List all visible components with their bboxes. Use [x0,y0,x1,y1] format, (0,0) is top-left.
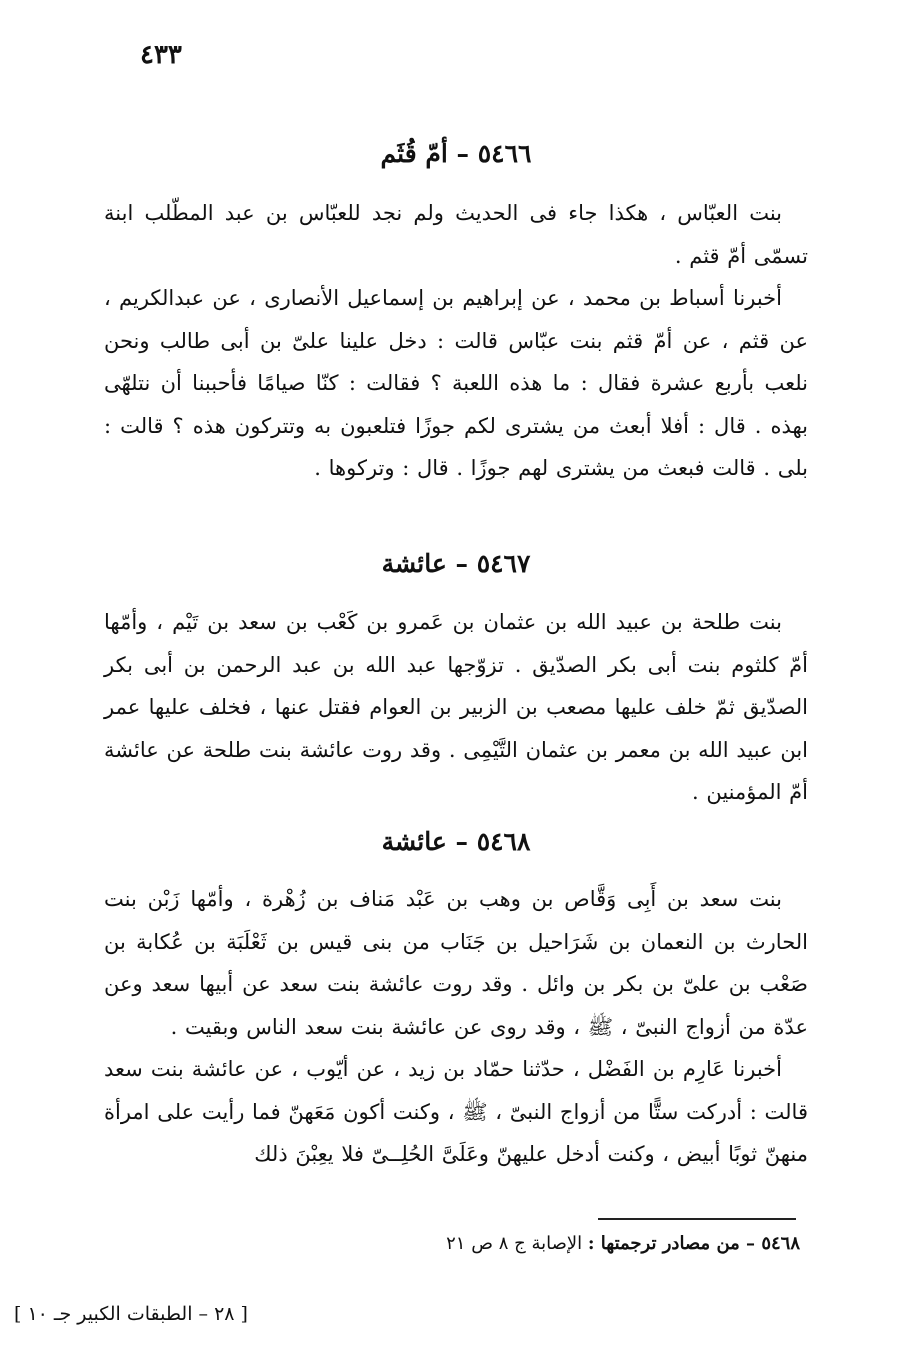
footnote-label: ٥٤٦٨ – من مصادر ترجمتها : [587,1233,800,1254]
entry-body-5468 [104,878,808,1176]
page-number: ٤٣٣ [140,40,182,70]
entry-heading-5468: ٥٤٦٨ – عائشة [381,827,531,856]
entry-paragraph: بنت العبّاس ، هكذا جاء فى الحديث ولم نجد للعبّاس بن عبد المطّلب ابنة تسمّى أمّ قثم . [104,201,808,268]
volume-signature: [ ٢٨ – الطبقات الكبير جـ ١٠ ] [14,1303,248,1325]
entry-paragraph: أخبرنا أسباط بن محمد ، عن إبراهيم بن إسماعيل الأنصارى ، عن عبدالكريم ، عن قثم ، عن أمّ قثم بنت عبّاس قالت : دخل علينا علىّ بن أبى طالب ونحن نلعب بأربع عشرة فقال : ما هذه اللعبة ؟ فقالت : كنّا صيامًا فأحببنا أن نتلهّى بهذه . قال : أفلا أبعث من يشترى لكم جوزًا فتلعبون به وتتركون هذه ؟ قالت : بلى . قالت فبعث من يشترى لهم جوزًا . قال : وتركوها . [104,286,808,480]
entry-body-5466 [104,192,808,490]
footnote-text: الإصابة ج ٨ ص ٢١ [446,1233,583,1254]
entry-paragraph: بنت سعد بن أَبِى وَقَّاص بن وهب بن عَبْد مَناف بن زُهْرة ، وأمّها زَبْن بنت الحارث بن النعمان بن شَرَاحيل بن جَنَاب من بنى قيس بن ثَعْلَبَة بن عُكابة بن صَعْب بن علىّ بن بكر بن وائل . وقد روت عائشة بنت سعد عن أبيها سعد وعن عدّة من أزواج النبىّ ، ﷺ ، وقد روى عن عائشة بنت سعد الناس وبقيت . [104,887,808,1039]
entry-heading-5467: ٥٤٦٧ – عائشة [381,549,531,578]
entry-paragraph: أخبرنا عَارِم بن الفَضْل ، حدّثنا حمّاد بن زيد ، عن أيّوب ، عن عائشة بنت سعد قالت : أدركت ستًّا من أزواج النبىّ ، ﷺ ، وكنت أكون مَعَهنّ فما رأيت على امرأة منهنّ ثوبًا أبيض ، وكنت أدخل عليهنّ وعَلَىَّ الحُلِــىّ فلا يعِبْنَ ذلك [104,1057,808,1166]
entry-heading-5466: ٥٤٦٦ – أمّ قُثَم [380,139,532,168]
entry-body-5467 [104,601,808,814]
entry-paragraph: بنت طلحة بن عبيد الله بن عثمان بن عَمرو بن كَعْب بن سعد بن تَيْم ، وأمّها أمّ كلثوم بنت أبى بكر الصدّيق . تزوّجها عبد الله بن عبد الرحمن بن أبى بكر الصدّيق ثمّ خلف عليها مصعب بن الزبير بن العوام فقتل عنها ، فخلف عليها عمر ابن عبيد الله بن معمر بن عثمان التَّيْمِى . وقد روت عائشة بنت طلحة عن عائشة أمّ المؤمنين . [104,610,808,804]
footnote [200,1230,800,1258]
footnote-divider [598,1218,796,1220]
